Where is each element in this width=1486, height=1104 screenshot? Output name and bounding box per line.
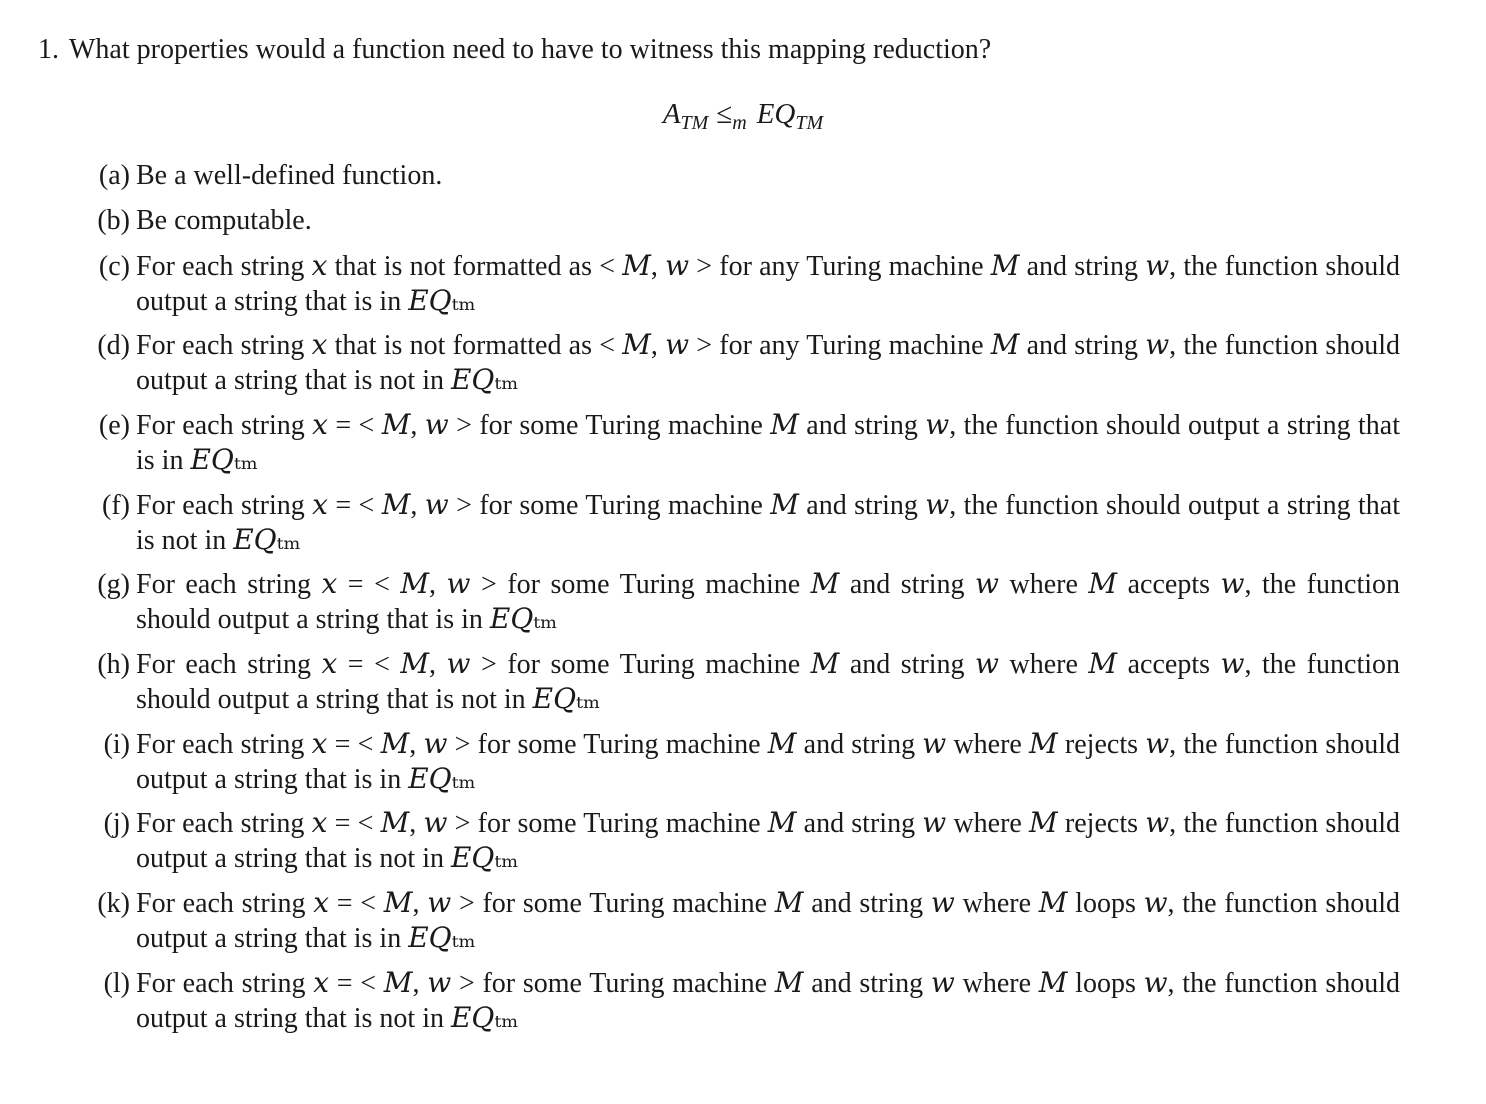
option-text: For each string 𝑥 = < 𝑀, 𝑤 > for some Turing machine 𝑀 and string 𝑤 where 𝑀 loops 𝑤, the function should output a string that is in 𝐸𝑄ₜₘ <box>136 888 1400 954</box>
equation-relation-subscript: m <box>732 112 747 134</box>
option-label: (b) <box>97 205 130 236</box>
option-label: (f) <box>102 490 130 521</box>
reduction-equation <box>0 94 1486 137</box>
option-text: For each string 𝑥 that is not formatted as < 𝑀, 𝑤 > for any Turing machine 𝑀 and string 𝑤, the function should output a string that is not in 𝐸𝑄ₜₘ <box>136 330 1400 396</box>
question-heading <box>38 30 991 70</box>
option-label: (c) <box>98 251 130 282</box>
question-number: 1. <box>38 34 59 65</box>
equation-lhs-subscript: TM <box>680 112 709 134</box>
equation-relation-symbol: ≤ <box>716 98 733 130</box>
equation-lhs-base: A <box>662 98 681 130</box>
option-label: (j) <box>103 808 130 839</box>
option-text: For each string 𝑥 = < 𝑀, 𝑤 > for some Turing machine 𝑀 and string 𝑤 where 𝑀 rejects 𝑤, the function should output a string that is not in 𝐸𝑄ₜₘ <box>136 808 1400 874</box>
option-text: For each string 𝑥 = < 𝑀, 𝑤 > for some Turing machine 𝑀 and string 𝑤, the function should output a string that is not in 𝐸𝑄ₜₘ <box>136 490 1400 556</box>
option-label: (k) <box>97 888 130 919</box>
option-label: (i) <box>103 729 130 760</box>
equation-rhs-subscript: TM <box>795 112 824 134</box>
option-text: For each string 𝑥 = < 𝑀, 𝑤 > for some Turing machine 𝑀 and string 𝑤 where 𝑀 accepts 𝑤, the function should output a string that is in 𝐸𝑄ₜₘ <box>136 569 1400 635</box>
option-text: Be a well-defined function. <box>136 160 443 191</box>
option-label: (d) <box>97 330 130 361</box>
option-label: (e) <box>98 410 130 441</box>
equation-rhs-base: EQ <box>756 98 796 130</box>
option-label: (l) <box>103 968 130 999</box>
option-text: Be computable. <box>136 205 312 236</box>
option-text: For each string 𝑥 = < 𝑀, 𝑤 > for some Turing machine 𝑀 and string 𝑤 where 𝑀 accepts 𝑤, the function should output a string that is not in 𝐸𝑄ₜₘ <box>136 649 1400 715</box>
option-label: (g) <box>97 569 130 600</box>
option-text: For each string 𝑥 that is not formatted as < 𝑀, 𝑤 > for any Turing machine 𝑀 and string 𝑤, the function should output a string that is in 𝐸𝑄ₜₘ <box>136 251 1400 317</box>
option-label: (a) <box>98 160 130 191</box>
option-label: (h) <box>97 649 130 680</box>
option-text: For each string 𝑥 = < 𝑀, 𝑤 > for some Turing machine 𝑀 and string 𝑤 where 𝑀 loops 𝑤, the function should output a string that is not in 𝐸𝑄ₜₘ <box>136 968 1400 1034</box>
option-text: For each string 𝑥 = < 𝑀, 𝑤 > for some Turing machine 𝑀 and string 𝑤, the function should output a string that is in 𝐸𝑄ₜₘ <box>136 410 1400 476</box>
question-prompt: What properties would a function need to have to witness this mapping reduction? <box>69 34 992 65</box>
option-text: For each string 𝑥 = < 𝑀, 𝑤 > for some Turing machine 𝑀 and string 𝑤 where 𝑀 rejects 𝑤, the function should output a string that is in 𝐸𝑄ₜₘ <box>136 729 1400 795</box>
